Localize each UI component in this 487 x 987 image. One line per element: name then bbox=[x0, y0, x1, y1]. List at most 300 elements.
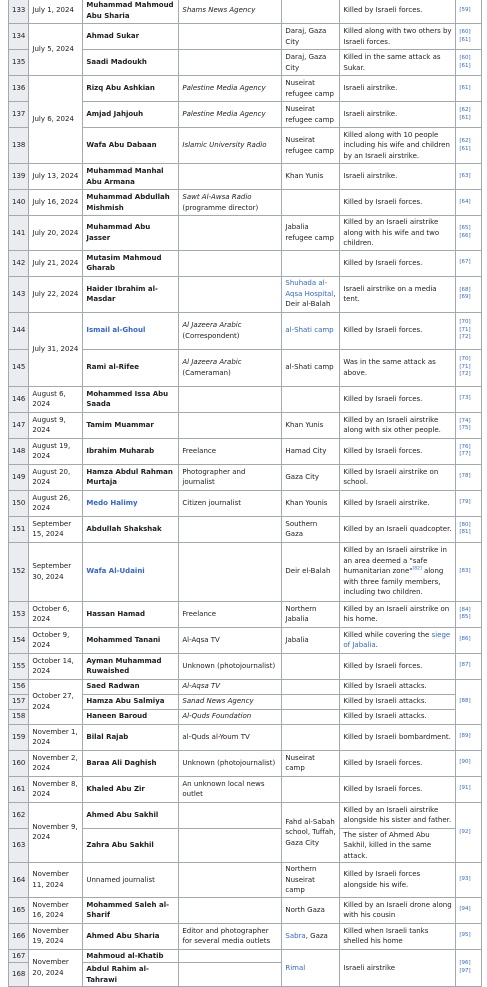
table-row bbox=[9, 516, 482, 542]
circumstances-cell bbox=[340, 601, 456, 627]
circumstances-cell bbox=[340, 24, 456, 50]
circumstances-cell bbox=[340, 750, 456, 776]
outlet-cell bbox=[179, 516, 282, 542]
circumstances-text: Killed in the same attack as Sukar. bbox=[343, 53, 441, 72]
outlet-cell bbox=[179, 724, 282, 750]
name-cell bbox=[83, 76, 179, 102]
row-number: 154 bbox=[12, 635, 26, 644]
outlet-text: Shams News Agency bbox=[182, 6, 256, 15]
place-cell bbox=[282, 312, 340, 349]
table-row bbox=[9, 724, 482, 750]
refs-cell bbox=[456, 190, 482, 216]
row-number-cell bbox=[9, 276, 29, 312]
refs-cell bbox=[456, 0, 482, 24]
date-text: November 16, 2024 bbox=[32, 900, 69, 919]
place-cell bbox=[282, 516, 340, 542]
place-text: Khan Yunis bbox=[285, 172, 324, 181]
row-number: 166 bbox=[12, 931, 26, 940]
row-number: 163 bbox=[12, 841, 26, 849]
circumstances-cell bbox=[340, 679, 456, 694]
place-cell bbox=[282, 250, 340, 276]
row-number: 144 bbox=[12, 326, 26, 335]
citation-ref[interactable]: [81] bbox=[459, 529, 471, 535]
journalist-name: Abdullah Shakshak bbox=[86, 524, 162, 533]
date-cell bbox=[29, 679, 83, 724]
row-number: 150 bbox=[12, 498, 26, 507]
journalist-name: Muhammad Manhal Abu Armana bbox=[86, 167, 164, 186]
table-row bbox=[9, 627, 482, 653]
table-row bbox=[9, 216, 482, 251]
outlet-cell bbox=[179, 949, 282, 963]
circumstances-text: Killed by Israeli forces. bbox=[343, 198, 423, 207]
row-number: 135 bbox=[12, 58, 26, 67]
outlet-cell bbox=[179, 490, 282, 516]
outlet-cell bbox=[179, 627, 282, 653]
refs-cell bbox=[456, 776, 482, 802]
citation-ref[interactable]: [86] bbox=[459, 636, 471, 643]
circumstances-text: Killed by Israeli forces. bbox=[343, 6, 423, 15]
citation-ref[interactable]: [85] bbox=[459, 614, 471, 620]
circumstances-text: Killed by an Israeli airstrike along with his wife and two children. bbox=[343, 218, 440, 247]
place-link[interactable]: al-Shati camp bbox=[285, 326, 334, 335]
citation-ref[interactable]: [61] bbox=[459, 62, 471, 69]
outlet-text: Islamic University Radio bbox=[182, 141, 267, 150]
circumstances-cell bbox=[340, 653, 456, 679]
outlet-text: Photographer and journalist bbox=[182, 467, 246, 486]
name-cell bbox=[83, 709, 179, 724]
citation-ref[interactable]: [68] bbox=[459, 286, 471, 293]
row-number-cell bbox=[9, 694, 29, 709]
name-cell bbox=[83, 386, 179, 412]
outlet-text: Editor and photographer for several media outlets bbox=[182, 926, 271, 945]
date-cell bbox=[29, 164, 83, 190]
citation-ref[interactable]: [83] bbox=[459, 567, 471, 574]
circumstances-cell bbox=[340, 627, 456, 653]
outlet-cell bbox=[179, 897, 282, 923]
date-text: November 9, 2024 bbox=[32, 822, 78, 842]
citation-ref[interactable]: [89] bbox=[459, 733, 471, 740]
name-cell bbox=[83, 750, 179, 776]
citation-ref[interactable]: [59] bbox=[459, 6, 471, 13]
citation-ref[interactable]: [60] bbox=[459, 55, 471, 61]
citation-ref[interactable]: [79] bbox=[459, 499, 471, 506]
place-cell bbox=[282, 863, 340, 898]
place-cell bbox=[282, 709, 340, 724]
refs-cell bbox=[456, 50, 482, 76]
row-number: 149 bbox=[12, 472, 26, 481]
name-cell bbox=[83, 250, 179, 276]
place-cell bbox=[282, 349, 340, 386]
place-link[interactable]: Shuhada al-Aqsa Hospital bbox=[285, 279, 334, 298]
place-text: North Gaza bbox=[285, 905, 325, 914]
citation-ref[interactable]: [74] bbox=[459, 417, 471, 424]
row-number-cell bbox=[9, 679, 29, 694]
citation-ref[interactable]: [93] bbox=[459, 876, 471, 882]
place-cell bbox=[282, 276, 340, 312]
row-number-cell bbox=[9, 923, 29, 949]
citation-ref[interactable]: [71] bbox=[459, 363, 471, 370]
row-number: 147 bbox=[12, 420, 26, 429]
date-cell bbox=[29, 312, 83, 386]
row-number-cell bbox=[9, 949, 29, 963]
row-number-cell bbox=[9, 412, 29, 438]
journalist-name-link[interactable]: Ismail al-Ghoul bbox=[86, 326, 146, 335]
place-text: Hamad City bbox=[285, 446, 327, 455]
circumstances-text: Killed by an Israeli quadcopter. bbox=[343, 524, 452, 533]
outlet-cell bbox=[179, 438, 282, 464]
citation-ref[interactable]: [92] bbox=[459, 828, 471, 835]
outlet-cell bbox=[179, 24, 282, 50]
name-cell bbox=[83, 724, 179, 750]
date-text: October 27, 2024 bbox=[32, 692, 74, 711]
place-text: Nuseirat camp bbox=[285, 753, 315, 772]
outlet-cell bbox=[179, 828, 282, 863]
journalist-name: Saed Radwan bbox=[86, 682, 140, 691]
name-cell bbox=[83, 542, 179, 601]
date-text: November 20, 2024 bbox=[32, 958, 69, 977]
refs-cell bbox=[456, 863, 482, 898]
name-cell bbox=[83, 102, 179, 128]
outlet-cell bbox=[179, 601, 282, 627]
name-cell bbox=[83, 897, 179, 923]
row-number: 137 bbox=[12, 110, 26, 119]
circumstances-link[interactable]: siege of Jabalia bbox=[343, 630, 451, 649]
citation-ref[interactable]: [78] bbox=[459, 473, 471, 480]
citation-ref[interactable]: [94] bbox=[459, 906, 471, 913]
circumstances-text: . bbox=[375, 641, 378, 649]
date-text: September 15, 2024 bbox=[32, 519, 72, 538]
outlet-cell bbox=[179, 276, 282, 312]
name-cell bbox=[83, 601, 179, 627]
refs-cell bbox=[456, 24, 482, 50]
date-text: July 5, 2024 bbox=[32, 45, 74, 54]
journalist-name: Hamza Abu Salmiya bbox=[86, 697, 165, 706]
table-row bbox=[9, 542, 482, 601]
date-text: July 20, 2024 bbox=[32, 228, 79, 237]
journalist-name: Rami al-Rifee bbox=[86, 363, 139, 372]
date-cell bbox=[29, 216, 83, 251]
citation-ref[interactable]: [70] bbox=[459, 356, 471, 363]
circumstances-text: Israeli airstrike. bbox=[343, 110, 398, 119]
journalist-name: Hassan Hamad bbox=[86, 609, 146, 618]
place-cell bbox=[282, 464, 340, 490]
row-number-cell bbox=[9, 250, 29, 276]
outlet-cell bbox=[179, 312, 282, 349]
outlet-cell bbox=[179, 250, 282, 276]
circumstances-cell bbox=[340, 694, 456, 709]
outlet-text: Palestine Media Agency bbox=[182, 84, 266, 93]
table-row bbox=[9, 250, 482, 276]
circumstances-cell bbox=[340, 828, 456, 863]
journalist-name: Muhammad Mahmoud Abu Sharia bbox=[86, 1, 174, 20]
refs-cell bbox=[456, 128, 482, 164]
name-cell bbox=[83, 949, 179, 963]
citation-ref[interactable]: [82] bbox=[412, 566, 422, 572]
name-cell bbox=[83, 776, 179, 802]
table-row bbox=[9, 276, 482, 312]
name-cell bbox=[83, 276, 179, 312]
table-row bbox=[9, 490, 482, 516]
name-cell bbox=[83, 828, 179, 863]
journalist-name: Ahmed Abu Sakhil bbox=[86, 810, 159, 819]
journalist-name-link[interactable]: Medo Halimy bbox=[86, 498, 138, 507]
row-number: 156 bbox=[12, 682, 26, 691]
refs-cell bbox=[456, 490, 482, 516]
table-row bbox=[9, 386, 482, 412]
place-cell bbox=[282, 897, 340, 923]
outlet-text: Freelance bbox=[182, 609, 217, 618]
place-cell bbox=[282, 601, 340, 627]
place-text: , Deir al-Balah bbox=[285, 289, 336, 309]
row-number: 146 bbox=[12, 394, 26, 403]
date-text: July 21, 2024 bbox=[32, 258, 79, 267]
row-number-cell bbox=[9, 724, 29, 750]
citation-ref[interactable]: [87] bbox=[459, 662, 471, 669]
outlet-cell bbox=[179, 164, 282, 190]
date-text: July 22, 2024 bbox=[32, 289, 79, 298]
circumstances-cell bbox=[340, 464, 456, 490]
citation-ref[interactable]: [62] bbox=[459, 138, 471, 144]
journalist-name: Ahmad Sukar bbox=[86, 32, 140, 41]
row-number-cell bbox=[9, 750, 29, 776]
place-cell bbox=[282, 128, 340, 164]
place-cell bbox=[282, 750, 340, 776]
journalist-name: Tamim Muammar bbox=[86, 420, 154, 429]
citation-ref[interactable]: [72] bbox=[459, 334, 471, 341]
journalist-name: Mohammed Issa Abu Saada bbox=[86, 389, 169, 408]
citation-ref[interactable]: [69] bbox=[459, 294, 471, 300]
name-cell bbox=[83, 802, 179, 828]
name-cell bbox=[83, 863, 179, 898]
circumstances-cell bbox=[340, 276, 456, 312]
citation-ref[interactable]: [60] bbox=[459, 29, 471, 35]
place-cell bbox=[282, 76, 340, 102]
citation-ref[interactable]: [65] bbox=[459, 225, 471, 232]
name-cell bbox=[83, 24, 179, 50]
row-number-cell bbox=[9, 863, 29, 898]
row-number: 143 bbox=[12, 289, 26, 298]
place-text: Gaza City bbox=[285, 472, 319, 481]
journalist-name: Haneen Baroud bbox=[86, 712, 148, 721]
name-cell bbox=[83, 490, 179, 516]
name-cell bbox=[83, 190, 179, 216]
place-cell bbox=[282, 190, 340, 216]
row-number: 141 bbox=[12, 228, 26, 237]
place-text: Nuseirat refugee camp bbox=[285, 136, 334, 155]
citation-ref[interactable]: [91] bbox=[459, 785, 471, 792]
date-cell bbox=[29, 464, 83, 490]
circumstances-cell bbox=[340, 516, 456, 542]
journalist-name: Mohammed Saleh al-Sharif bbox=[86, 900, 170, 919]
citation-ref[interactable]: [75] bbox=[459, 425, 471, 431]
row-number-cell bbox=[9, 776, 29, 802]
citation-ref[interactable]: [84] bbox=[459, 606, 471, 613]
circumstances-text: Killed by Israeli attacks. bbox=[343, 697, 427, 706]
place-cell bbox=[282, 542, 340, 601]
circumstances-cell bbox=[340, 76, 456, 102]
circumstances-cell bbox=[340, 349, 456, 386]
outlet-text: Unknown (photojournalist) bbox=[182, 758, 276, 767]
circumstances-text: Killed along with 10 people including his wife and children by an Israeli airstrike. bbox=[343, 130, 450, 160]
place-cell bbox=[282, 24, 340, 50]
circumstances-text: Killed by Israeli forces. bbox=[343, 446, 423, 455]
name-cell bbox=[83, 0, 179, 24]
outlet-cell bbox=[179, 694, 282, 709]
place-text: Deir el-Balah bbox=[285, 567, 331, 576]
outlet-text: Al-Aqsa TV bbox=[182, 635, 220, 644]
citation-ref[interactable]: [61] bbox=[459, 145, 471, 152]
journalist-name: Muhammad Abdullah Mishmish bbox=[86, 193, 170, 212]
citation-ref[interactable]: [76] bbox=[459, 443, 471, 450]
refs-cell bbox=[456, 412, 482, 438]
refs-cell bbox=[456, 102, 482, 128]
date-text: October 9, 2024 bbox=[32, 630, 70, 649]
citation-ref[interactable]: [95] bbox=[459, 932, 471, 939]
date-text: July 6, 2024 bbox=[32, 115, 74, 124]
row-number-cell bbox=[9, 464, 29, 490]
outlet-cell bbox=[179, 190, 282, 216]
outlet-text: Al Jazeera Arabic (Correspondent) bbox=[182, 321, 242, 340]
citation-ref[interactable]: [67] bbox=[459, 259, 471, 266]
row-number: 165 bbox=[12, 905, 26, 914]
name-cell bbox=[83, 516, 179, 542]
date-cell bbox=[29, 76, 83, 164]
journalist-name: Haider Ibrahim al-Masdar bbox=[86, 284, 158, 303]
row-number: 142 bbox=[12, 258, 26, 267]
date-cell bbox=[29, 949, 83, 987]
outlet-cell bbox=[179, 386, 282, 412]
date-text: September 30, 2024 bbox=[32, 562, 72, 581]
citation-ref[interactable]: [62] bbox=[459, 107, 471, 113]
circumstances-text: Killed by Israeli forces. bbox=[343, 784, 423, 793]
outlet-cell bbox=[179, 412, 282, 438]
circumstances-text: Killed by an Israeli airstrike on his home. bbox=[343, 604, 450, 623]
table-row bbox=[9, 897, 482, 923]
citation-ref[interactable]: [97] bbox=[459, 967, 471, 974]
circumstances-cell bbox=[340, 724, 456, 750]
date-cell bbox=[29, 438, 83, 464]
row-number-cell bbox=[9, 312, 29, 349]
circumstances-text: Killed by Israeli forces. bbox=[343, 758, 423, 767]
place-text: Khan Yunis bbox=[285, 420, 324, 429]
journalist-name: Muhammad Abu Jasser bbox=[86, 223, 151, 242]
citation-ref[interactable]: [90] bbox=[459, 759, 471, 766]
citation-ref[interactable]: [72] bbox=[459, 371, 471, 378]
row-number-cell bbox=[9, 216, 29, 251]
journalist-name: Ahmed Abu Sharia bbox=[86, 931, 160, 940]
circumstances-text: Killed by Israeli airstrike. bbox=[343, 498, 430, 507]
place-text: Daraj, Gaza City bbox=[285, 27, 327, 46]
circumstances-cell bbox=[340, 490, 456, 516]
outlet-text: Freelance bbox=[182, 446, 217, 455]
place-cell bbox=[282, 490, 340, 516]
date-cell bbox=[29, 542, 83, 601]
journalist-name: Ibrahim Muharab bbox=[86, 446, 155, 455]
row-number-cell bbox=[9, 128, 29, 164]
place-text: , Gaza bbox=[305, 931, 328, 940]
citation-ref[interactable]: [73] bbox=[459, 395, 471, 402]
place-cell bbox=[282, 627, 340, 653]
journalist-name: Mutasim Mahmoud Gharab bbox=[86, 253, 162, 272]
row-number-cell bbox=[9, 102, 29, 128]
citation-ref[interactable]: [70] bbox=[459, 319, 471, 326]
date-text: August 19, 2024 bbox=[32, 441, 71, 460]
place-cell bbox=[282, 923, 340, 949]
citation-ref[interactable]: [66] bbox=[459, 232, 471, 239]
name-cell bbox=[83, 679, 179, 694]
place-cell bbox=[282, 802, 340, 863]
place-text: Nuseirat refugee camp bbox=[285, 79, 334, 98]
citation-ref[interactable]: [77] bbox=[459, 451, 471, 457]
circumstances-cell bbox=[340, 386, 456, 412]
citation-ref[interactable]: [96] bbox=[459, 960, 471, 967]
circumstances-cell bbox=[340, 0, 456, 24]
row-number: 145 bbox=[12, 363, 26, 372]
outlet-cell bbox=[179, 653, 282, 679]
date-text: July 13, 2024 bbox=[32, 172, 79, 181]
outlet-cell bbox=[179, 102, 282, 128]
date-text: October 6, 2024 bbox=[32, 604, 70, 623]
place-link[interactable]: Sabra bbox=[285, 931, 306, 940]
table-row bbox=[9, 802, 482, 828]
citation-ref[interactable]: [80] bbox=[459, 521, 471, 528]
circumstances-text: Killed along with two others by Israeli forces. bbox=[343, 27, 452, 46]
refs-cell bbox=[456, 949, 482, 987]
row-number: 158 bbox=[12, 712, 26, 721]
journalist-name: Baraa Ali Daghish bbox=[86, 758, 157, 767]
date-cell bbox=[29, 250, 83, 276]
outlet-cell bbox=[179, 776, 282, 802]
circumstances-cell bbox=[340, 709, 456, 724]
date-cell bbox=[29, 750, 83, 776]
table-row bbox=[9, 750, 482, 776]
circumstances-text: Killed by Israeli bombardment. bbox=[343, 732, 451, 741]
citation-ref[interactable]: [61] bbox=[459, 114, 471, 121]
citation-ref[interactable]: [88] bbox=[459, 697, 471, 704]
row-number: 136 bbox=[12, 84, 26, 93]
date-cell bbox=[29, 601, 83, 627]
outlet-cell bbox=[179, 0, 282, 24]
place-text: Northern Nuseirat camp bbox=[285, 865, 317, 894]
row-number-cell bbox=[9, 386, 29, 412]
outlet-text: Al-Aqsa TV bbox=[182, 682, 221, 691]
place-text: Nuseirat refugee camp bbox=[285, 105, 334, 124]
refs-cell bbox=[456, 802, 482, 863]
name-cell bbox=[83, 164, 179, 190]
place-text: Southern Gaza bbox=[285, 519, 318, 538]
citation-ref[interactable]: [61] bbox=[459, 84, 471, 91]
citation-ref[interactable]: [71] bbox=[459, 326, 471, 333]
circumstances-text: Killed by an Israeli drone along with his cousin bbox=[343, 900, 452, 919]
citation-ref[interactable]: [61] bbox=[459, 36, 471, 43]
place-cell bbox=[282, 164, 340, 190]
date-text: November 19, 2024 bbox=[32, 926, 69, 945]
place-link[interactable]: Rimal bbox=[285, 963, 306, 972]
journalist-name: Mahmoud al-Khatib bbox=[86, 951, 164, 960]
citation-ref[interactable]: [64] bbox=[459, 198, 471, 205]
journalist-name-link[interactable]: Wafa Al-Udaini bbox=[86, 567, 145, 576]
name-cell bbox=[83, 627, 179, 653]
circumstances-cell bbox=[340, 776, 456, 802]
journalist-name: Hamza Abdul Rahman Murtaja bbox=[86, 467, 173, 486]
row-number: 161 bbox=[12, 784, 26, 793]
name-cell bbox=[83, 50, 179, 76]
circumstances-text: Killed by Israeli attacks. bbox=[343, 712, 427, 721]
citation-ref[interactable]: [63] bbox=[459, 172, 471, 179]
date-cell bbox=[29, 776, 83, 802]
date-cell bbox=[29, 863, 83, 898]
circumstances-text: Israeli airstrike. bbox=[343, 84, 398, 93]
